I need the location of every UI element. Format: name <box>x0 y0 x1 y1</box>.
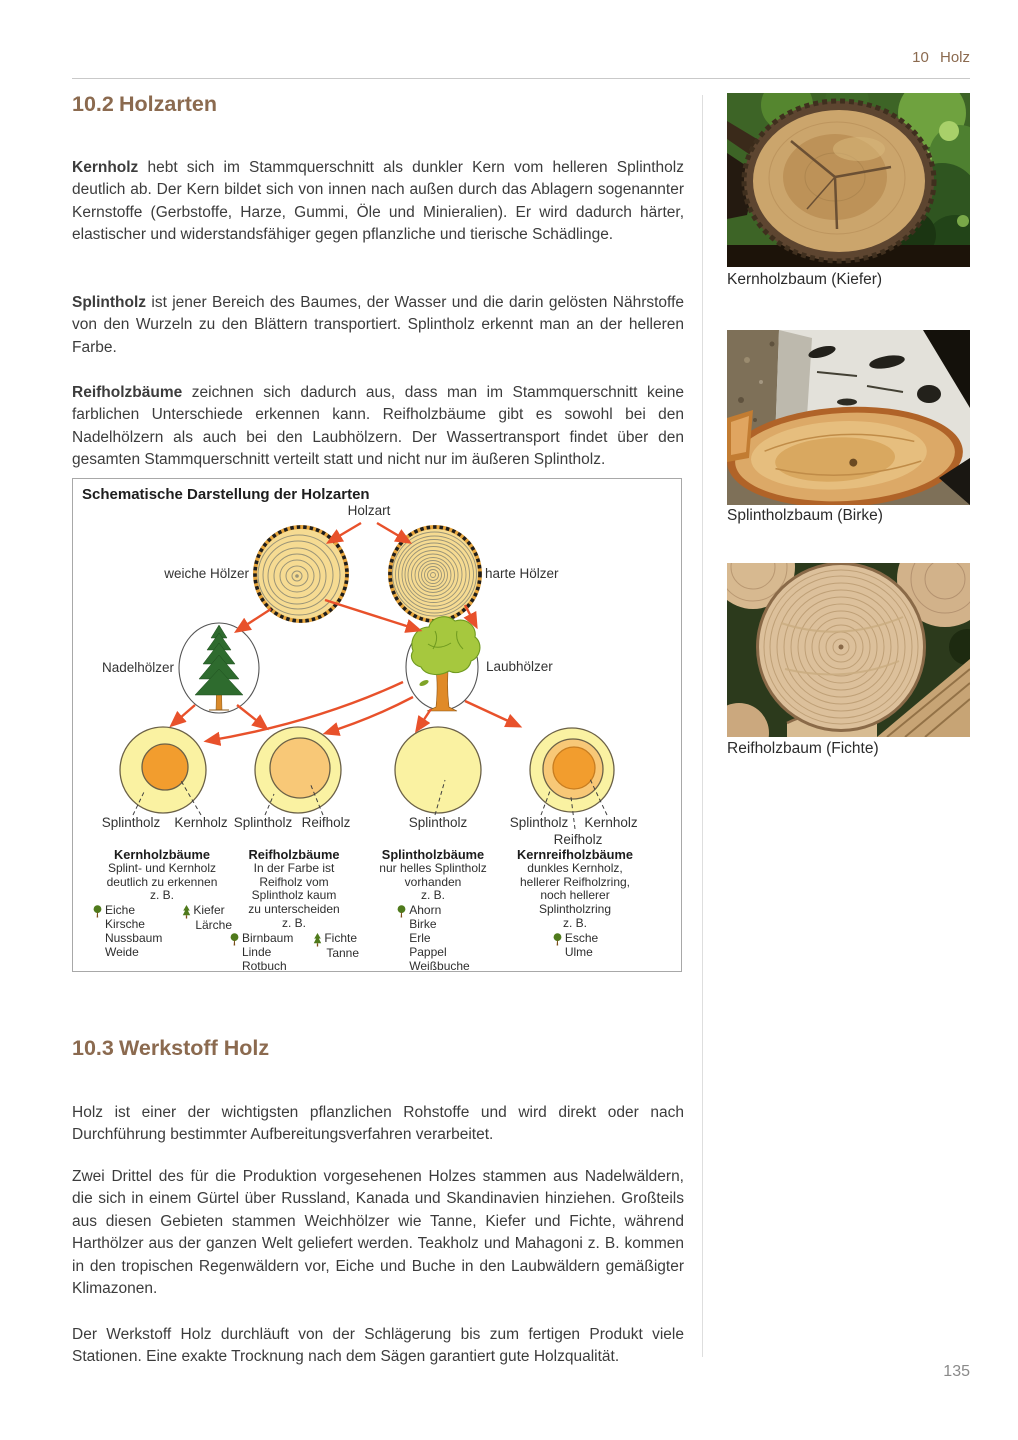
column-heading: Reifholzbäume <box>248 847 340 862</box>
paragraph-reifholzbaeume <box>72 382 684 472</box>
reifholzbaum-photo <box>727 563 970 737</box>
column-desc-line: Splintholz kaum <box>251 888 337 903</box>
laubhoelzer-label: Laubhölzer <box>486 659 553 674</box>
deciduous-tree-icon <box>229 933 240 946</box>
section-number: 10.3 <box>72 1036 114 1060</box>
nadelhoelzer-label: Nadelhölzer <box>101 660 174 675</box>
laubhoelzer-node <box>406 617 480 711</box>
species-name: Eiche <box>104 903 135 918</box>
nadelhoelzer-node <box>179 623 259 713</box>
photo-caption-reifholzbaum: Reifholzbaum (Fichte) <box>727 740 879 757</box>
paragraph-text: zeichnen sich dadurch aus, dass man im Stammquerschnitt keine farblichen Unterschiede erkennen kann. Reifholzbäume gibt es sowohl bei den Nadelhölzern als auch bei den Laubhölzern. Der Wassertransport findet über den gesamten Stammquerschnitt verteilt statt und nicht nur im äußeren Splintholz. <box>72 383 684 468</box>
species-group-deciduous <box>552 932 598 960</box>
lead-word: Reifholzbäume <box>72 383 183 401</box>
paragraph-rohstoff <box>72 1102 684 1147</box>
section-title: Werkstoff Holz <box>119 1036 270 1060</box>
section-heading-10-3 <box>72 1036 269 1061</box>
column-desc-line: z. B. <box>420 888 445 903</box>
kernreifholz-cross-section <box>530 728 614 812</box>
species-group-deciduous <box>229 932 293 974</box>
deciduous-tree-icon <box>92 905 103 918</box>
species-name: Tanne <box>326 945 360 960</box>
section-number: 10.2 <box>72 92 114 116</box>
c4-kernholz-label: Kernholz <box>584 815 638 830</box>
column-desc-line: In der Farbe ist <box>253 860 335 875</box>
species-group-deciduous <box>92 904 162 959</box>
c2-reifholz-label: Reifholz <box>301 815 351 830</box>
column-heading: Splintholzbäume <box>381 847 485 862</box>
species-name: Nussbaum <box>104 930 163 945</box>
conifer-tree-icon <box>313 933 322 947</box>
species-group-deciduous <box>396 904 469 973</box>
column-desc-line: z. B. <box>281 915 306 930</box>
column-desc-line: z. B. <box>149 888 174 903</box>
species-name: Esche <box>564 930 599 945</box>
header-rule <box>72 78 970 79</box>
lead-word: Splintholz <box>72 293 147 311</box>
species-name: Birnbaum <box>241 930 294 945</box>
species-name: Ulme <box>564 944 593 959</box>
species-name: Rotbuch <box>241 958 287 973</box>
paragraph-kernholz <box>72 157 684 247</box>
paragraph-splintholz <box>72 292 684 360</box>
species-name: Weißbuche <box>409 958 470 973</box>
conifer-tree-icon <box>182 905 191 919</box>
diagram-column-reifholzbaeume <box>219 848 369 973</box>
harte-hoelzer-label: harte Hölzer <box>485 566 559 581</box>
holzarten-schematic-box <box>72 478 682 972</box>
page-number: 135 <box>943 1363 970 1380</box>
diagram-column-splintholzbaeume <box>358 848 508 973</box>
column-desc-line: noch hellerer <box>540 888 610 903</box>
deciduous-tree-icon <box>552 933 563 946</box>
species-name: Linde <box>241 944 272 959</box>
species-name: Lärche <box>195 918 233 933</box>
section-heading-10-2 <box>72 92 217 117</box>
diagram-column-kernholzbaeume <box>84 848 240 960</box>
paragraph-stationen <box>72 1324 684 1369</box>
photo-caption-kernholzbaum: Kernholzbaum (Kiefer) <box>727 271 883 288</box>
paragraph-text: Der Werkstoff Holz durchläuft von der Schlägerung bis zum fertigen Produkt viele Stationen. Eine exakte Trocknung nach dem Sägen garantiert gute Holzqualität. <box>72 1325 684 1365</box>
paragraph-text: hebt sich im Stammquerschnitt als dunkler Kern vom helleren Splintholz deutlich ab. Der Kern bildet sich von innen nach außen durch das Ablagern sogenannter Kernstoffe (Gerbstoffe, Harze, Gummi, Öle und Minieralien). Er wird dadurch härter, elastischer und widerstandsfähiger gegen pflanzliche und tierische Schädlinge. <box>72 158 684 243</box>
soft-wood-log <box>255 527 347 621</box>
column-desc-line: Reifholz vom <box>259 874 329 889</box>
species-name: Kiefer <box>193 903 225 918</box>
weiche-hoelzer-label: weiche Hölzer <box>164 566 249 581</box>
column-desc-line: Splint- und Kernholz <box>107 860 217 875</box>
column-desc-line: nur helles Splintholz <box>379 860 487 875</box>
species-name: Kirsche <box>104 917 145 932</box>
c1-kernholz-label: Kernholz <box>174 815 228 830</box>
holzart-label: Holzart <box>347 503 391 518</box>
column-heading: Kernholzbäume <box>114 847 210 862</box>
photo-caption-splintholzbaum: Splintholzbaum (Birke) <box>727 507 883 524</box>
column-heading: Kernreifholzbäume <box>517 847 633 862</box>
paragraph-text: Zwei Drittel des für die Produktion vorgesehenen Holzes stammen aus Nadelwäldern, die sich in einem Gürtel über Russland, Kanada und Skandinavien hinziehen. Großteils aus diesen Gebieten stammen Weichhölzer wie Tanne, Kiefer und Fichte, während Harthölzer aus der ganzen Welt geliefert werden. Teakholz und Mahagoni z. B. kommen in den tropischen Regenwäldern vor, Eiche und Buche in den Laubwäldern gemäßigter Klimazonen. <box>72 1167 684 1297</box>
species-group-conifer <box>313 932 359 974</box>
column-desc-line: deutlich zu erkennen <box>106 874 218 889</box>
running-head: 10 Holz <box>912 49 970 66</box>
paragraph-produktion <box>72 1166 684 1301</box>
column-desc-line: z. B. <box>562 915 587 930</box>
c2-splintholz-label: Splintholz <box>233 815 293 830</box>
lead-word: Kernholz <box>72 158 139 176</box>
column-desc-line: vorhanden <box>404 874 462 889</box>
section-title: Holzarten <box>119 92 217 116</box>
holzarten-schematic <box>73 479 681 847</box>
paragraph-text: Holz ist einer der wichtigsten pflanzlichen Rohstoffe und wird direkt oder nach Durchführung bestimmter Aufbereitungsverfahren verarbeitet. <box>72 1103 684 1143</box>
c1-splintholz-label: Splintholz <box>101 815 161 830</box>
column-desc-line: zu unterscheiden <box>248 902 340 917</box>
column-desc-line: hellerer Reifholzring, <box>519 874 631 889</box>
diagram-column-kernreifholzbaeume <box>493 848 657 960</box>
species-name: Weide <box>104 944 139 959</box>
column-desc-line: dunkles Kernholz, <box>527 860 623 875</box>
kernholzbaum-photo <box>727 93 970 267</box>
c3-splintholz-label: Splintholz <box>408 815 468 830</box>
species-name: Erle <box>409 930 431 945</box>
deciduous-tree-icon <box>396 905 407 918</box>
reifholz-cross-section <box>255 727 341 813</box>
species-name: Birke <box>409 917 437 932</box>
paragraph-text: ist jener Bereich des Baumes, der Wasser und die darin gelösten Nährstoffe von den Wurzeln zu den Blättern transportiert. Splintholz erkennt man an der helleren Farbe. <box>72 293 684 356</box>
c4-reifholz-label: Reifholz <box>553 832 603 847</box>
splintholz-cross-section <box>395 727 481 813</box>
diagram-title: Schematische Darstellung der Holzarten <box>82 486 370 503</box>
splintholzbaum-photo <box>727 330 970 505</box>
species-name: Fichte <box>324 930 358 945</box>
species-name: Ahorn <box>409 903 442 918</box>
species-name: Pappel <box>409 944 447 959</box>
column-desc-line: Splintholzring <box>538 902 612 917</box>
c4-splintholz-label: Splintholz <box>509 815 569 830</box>
kernholz-cross-section <box>120 727 206 813</box>
column-divider <box>702 95 703 1357</box>
